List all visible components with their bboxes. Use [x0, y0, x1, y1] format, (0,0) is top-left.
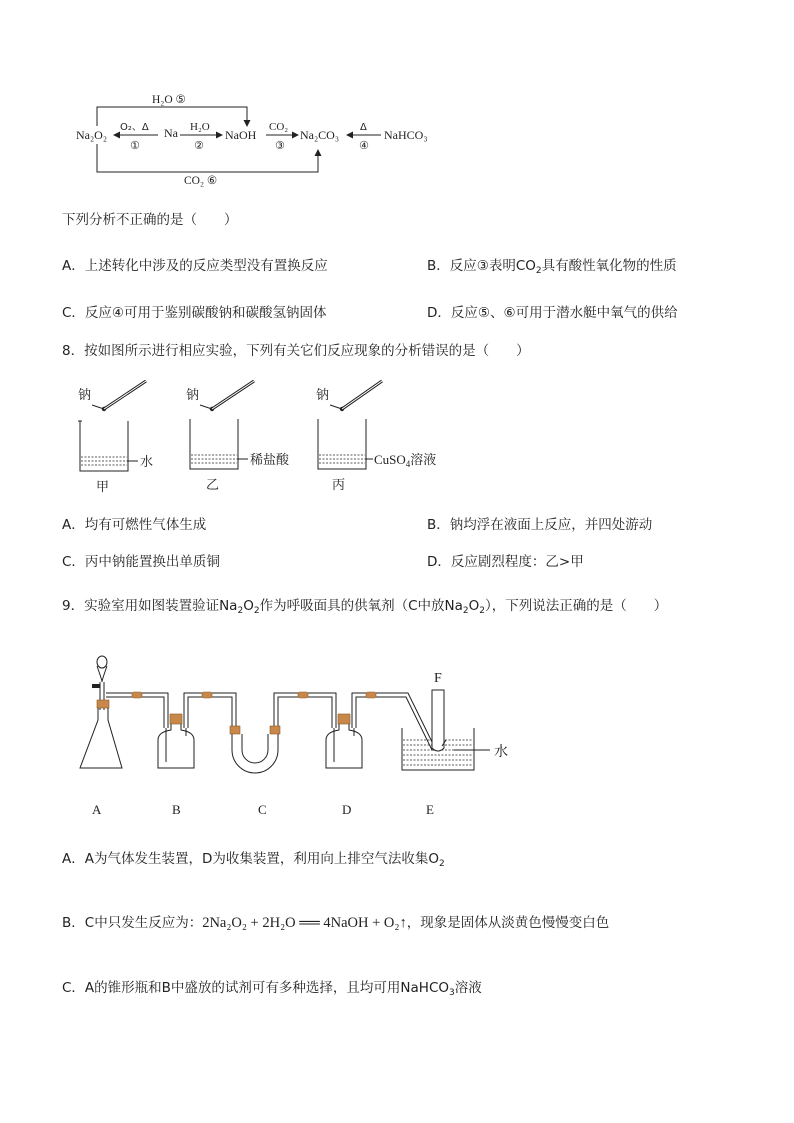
r1-num: ①	[130, 139, 140, 152]
reaction-diagram	[70, 88, 450, 192]
apparatus-c	[230, 726, 280, 817]
r4-num: ④	[359, 139, 369, 152]
beaker-jia	[78, 381, 153, 495]
svg-text:E: E	[426, 802, 434, 817]
q7-stem: 下列分析不正确的是（ ）	[62, 212, 238, 228]
q9-apparatus-figure	[70, 650, 530, 825]
r1-cond: O₂、Δ	[120, 122, 149, 133]
r2-cond: H₂O	[190, 121, 210, 133]
r3-num: ③	[275, 139, 285, 152]
q8-option-c: C．丙中钠能置换出单质铜	[62, 554, 220, 570]
svg-text:D: D	[342, 802, 352, 817]
q8-beakers-figure	[70, 375, 470, 500]
r3-cond: CO₂	[269, 121, 289, 133]
svg-text:丙: 丙	[332, 478, 346, 493]
na2o2-label: Na₂O₂	[76, 128, 108, 142]
svg-text:F: F	[434, 671, 442, 686]
svg-text:乙: 乙	[206, 478, 220, 493]
q7-option-c: C．反应④可用于鉴别碳酸钠和碳酸氢钠固体	[62, 305, 327, 321]
svg-text:钠: 钠	[186, 388, 200, 403]
svg-text:钠: 钠	[316, 388, 330, 403]
r4-cond: Δ	[360, 122, 367, 133]
apparatus-a	[80, 656, 122, 817]
r2-num: ②	[194, 139, 204, 152]
apparatus-b	[158, 714, 194, 817]
q9-option-a: A．A为气体发生装置，D为收集装置，利用向上排空气法收集$O_2$	[62, 851, 445, 869]
svg-text:B: B	[172, 802, 181, 817]
q7-option-d: D．反应⑤、⑥可用于潜水艇中氧气的供给	[427, 305, 678, 321]
svg-text:稀盐酸: 稀盐酸	[250, 453, 290, 468]
na-label: Na	[164, 126, 178, 140]
q8-option-d: D．反应剧烈程度：乙>甲	[427, 554, 584, 570]
q9-stem: 9．实验室用如图装置验证$Na_2O_2$作为呼吸面具的供氧剂（C中放$Na_2O_2$），下列说法正确的是（ ）	[62, 598, 668, 616]
svg-text:C: C	[258, 802, 267, 817]
naoh-label: NaOH	[225, 128, 257, 142]
beaker-bing	[316, 381, 436, 493]
q8-option-a: A．均有可燃性气体生成	[62, 517, 207, 533]
beaker-yi	[186, 381, 290, 493]
svg-text:A: A	[92, 802, 102, 817]
co2-bottom-label: CO₂ ⑥	[184, 175, 218, 187]
apparatus-d	[326, 714, 362, 817]
q7-option-a: A．上述转化中涉及的反应类型没有置换反应	[62, 258, 328, 274]
q8-option-b: B．钠均浮在液面上反应，并四处游动	[427, 517, 653, 533]
svg-text:甲: 甲	[96, 480, 110, 495]
svg-text:水: 水	[494, 744, 508, 760]
na2co3-label: Na₂CO₃	[300, 128, 340, 142]
q8-stem: 8．按如图所示进行相应实验，下列有关它们反应现象的分析错误的是（ ）	[62, 343, 530, 359]
q9-option-c: C．A的锥形瓶和B中盛放的试剂可有多种选择，且均可用NaHCO$_3$溶液	[62, 980, 482, 998]
nahco3-label: NaHCO₃	[384, 128, 428, 142]
cuso4-label: CuSO$_4$溶液	[374, 452, 437, 469]
svg-text:钠: 钠	[78, 388, 92, 403]
q9-option-b: B．C中只发生反应为：2Na₂O₂ + 2H₂O ══ 4NaOH + O₂↑，现象是固体从淡黄色慢慢变白色	[62, 915, 610, 931]
h2o-top-label: H₂O ⑤	[152, 94, 186, 106]
q7-option-b: B．反应③表明$CO_2$具有酸性氧化物的性质	[427, 258, 677, 276]
apparatus-e	[402, 671, 508, 817]
svg-text:水: 水	[140, 455, 154, 470]
